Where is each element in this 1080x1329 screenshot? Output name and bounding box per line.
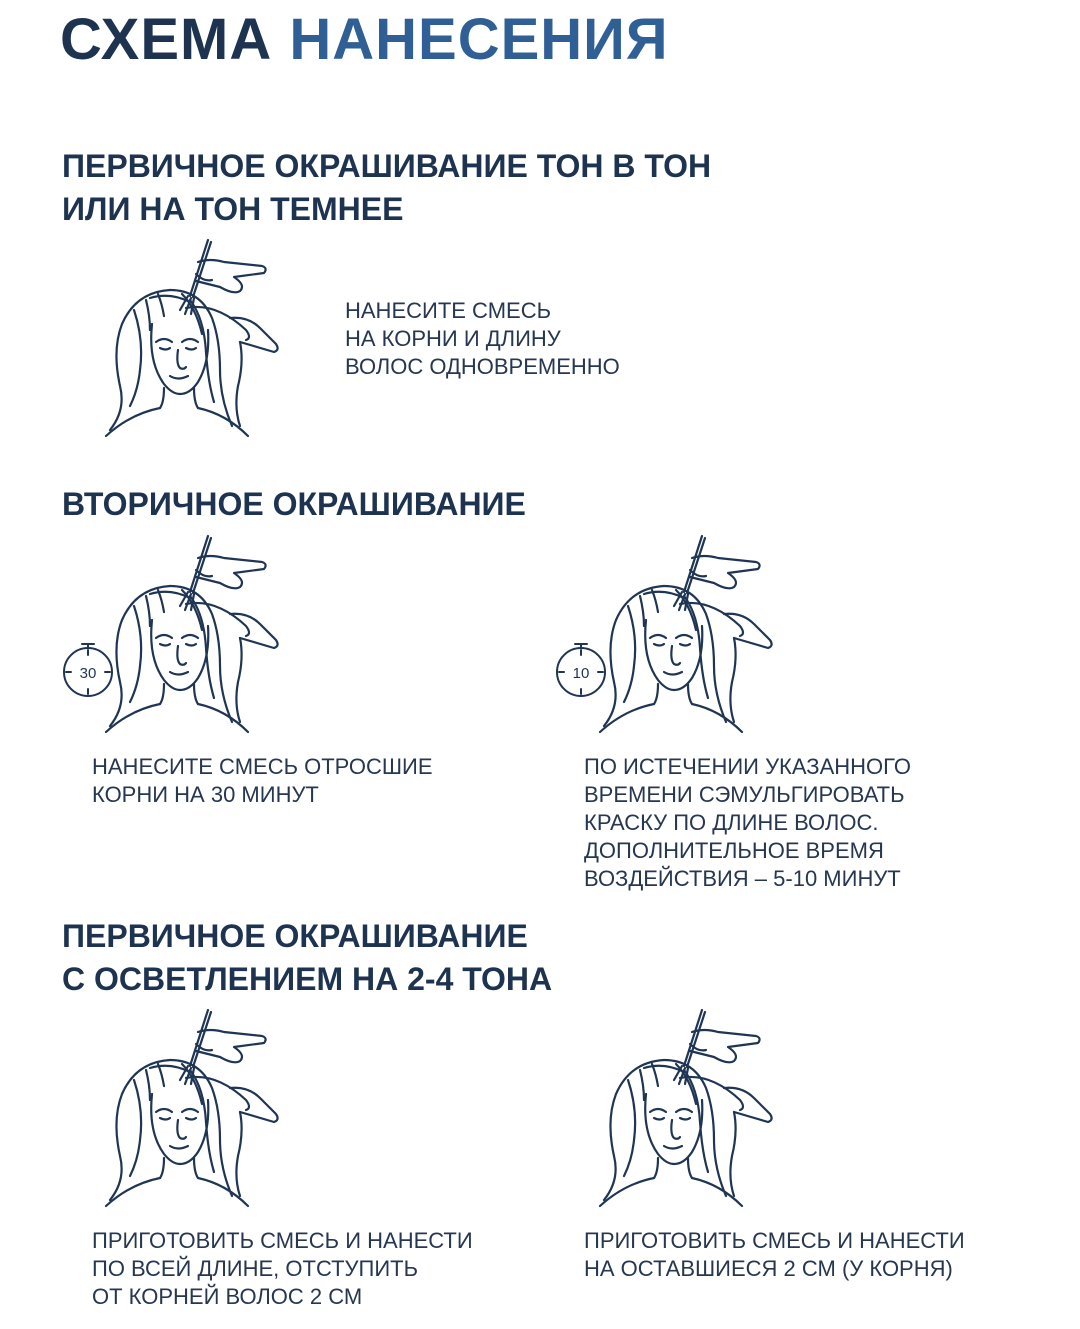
section-3-step-1-text: ПРИГОТОВИТЬ СМЕСЬ И НАНЕСТИ ПО ВСЕЙ ДЛИНЕ, ОТСТУПИТЬ ОТ КОРНЕЙ ВОЛОС 2 СМ bbox=[92, 1228, 473, 1309]
title-word-2: НАНЕСЕНИЯ bbox=[289, 7, 669, 72]
section-1-heading: ПЕРВИЧНОЕ ОКРАШИВАНИЕ ТОН В ТОН ИЛИ НА ТОН ТЕМНЕЕ bbox=[62, 148, 712, 227]
timer-30-label: 30 bbox=[79, 665, 97, 682]
section-2-step-2-text: ПО ИСТЕЧЕНИИ УКАЗАННОГО ВРЕМЕНИ СЭМУЛЬГИРОВАТЬ КРАСКУ ПО ДЛИНЕ ВОЛОС. ДОПОЛНИТЕЛЬНОЕ ВРЕМЯ ВОЗДЕЙСТВИЯ – 5-10 МИНУТ bbox=[584, 754, 911, 891]
page-title bbox=[60, 6, 669, 73]
section-3-step-2-text: ПРИГОТОВИТЬ СМЕСЬ И НАНЕСТИ НА ОСТАВШИЕСЯ 2 СМ (У КОРНЯ) bbox=[584, 1228, 965, 1281]
section-2-heading: ВТОРИЧНОЕ ОКРАШИВАНИЕ bbox=[62, 486, 526, 522]
section-2-step-1-text: НАНЕСИТЕ СМЕСЬ ОТРОСШИЕ КОРНИ НА 30 МИНУТ bbox=[92, 754, 433, 807]
title-word-1: СХЕМА bbox=[60, 7, 273, 72]
hair-coloring-illustration bbox=[90, 534, 280, 734]
timer-30-icon bbox=[58, 640, 118, 700]
hair-coloring-illustration bbox=[584, 534, 774, 734]
section-3-heading: ПЕРВИЧНОЕ ОКРАШИВАНИЕ С ОСВЕТЛЕНИЕМ НА 2-4 ТОНА bbox=[62, 918, 553, 997]
hair-coloring-illustration bbox=[584, 1008, 774, 1208]
timer-10-icon bbox=[551, 640, 611, 700]
hair-coloring-illustration bbox=[90, 238, 280, 438]
hair-coloring-illustration bbox=[90, 1008, 280, 1208]
section-1-step-1-text: НАНЕСИТЕ СМЕСЬ НА КОРНИ И ДЛИНУ ВОЛОС ОДНОВРЕМЕННО bbox=[345, 298, 620, 379]
timer-10-label: 10 bbox=[572, 665, 590, 682]
